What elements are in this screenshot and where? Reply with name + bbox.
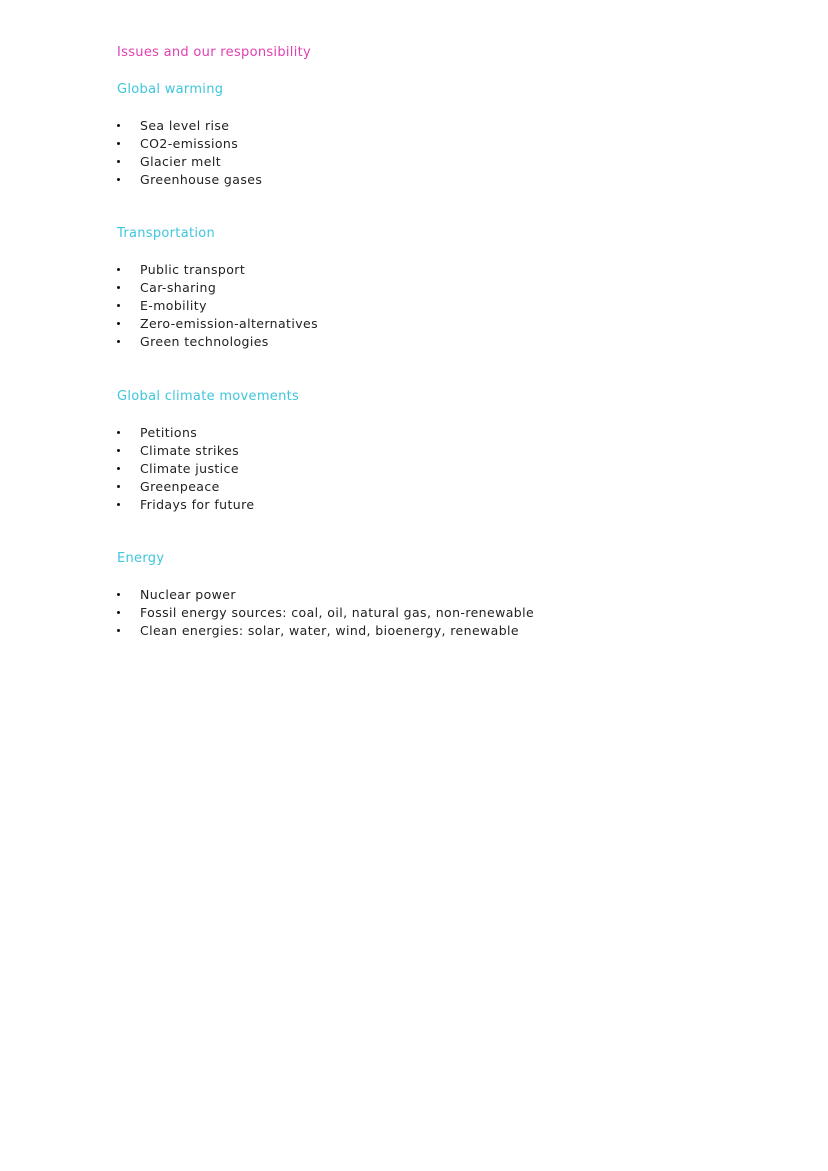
bullet-icon	[117, 503, 120, 506]
list-item-text: Public transport	[140, 262, 246, 277]
list-item	[117, 261, 717, 279]
section-energy	[117, 550, 717, 640]
list-item	[117, 135, 717, 153]
section-heading: Global warming	[117, 82, 224, 97]
bullet-icon	[117, 629, 120, 632]
list-item	[117, 279, 717, 297]
bullet-icon	[117, 340, 120, 343]
bullet-list	[117, 117, 717, 189]
list-item-text: Greenpeace	[140, 479, 220, 494]
bullet-list	[117, 261, 717, 351]
list-item	[117, 153, 717, 171]
list-item	[117, 496, 717, 514]
list-item-text: Climate strikes	[140, 443, 240, 458]
list-item	[117, 297, 717, 315]
bullet-list	[117, 424, 717, 514]
bullet-icon	[117, 485, 120, 488]
bullet-icon	[117, 322, 120, 325]
list-item-text: Climate justice	[140, 461, 239, 476]
list-item	[117, 478, 717, 496]
bullet-icon	[117, 268, 120, 271]
list-item	[117, 586, 717, 604]
section-global-climate-movements	[117, 388, 717, 514]
bullet-list	[117, 586, 717, 640]
bullet-icon	[117, 593, 120, 596]
section-transportation	[117, 225, 717, 351]
list-item-text: E-mobility	[140, 298, 207, 313]
list-item	[117, 604, 717, 622]
section-heading: Global climate movements	[117, 389, 300, 404]
list-item-text: Nuclear power	[140, 587, 236, 602]
list-item-text: Zero-emission-alternatives	[140, 316, 319, 331]
bullet-icon	[117, 178, 120, 181]
list-item-text: Glacier melt	[140, 154, 222, 169]
list-item-text: Fridays for future	[140, 497, 255, 512]
list-item	[117, 622, 717, 640]
list-item-text: Fossil energy sources: coal, oil, natural gas, non-renewable	[140, 605, 535, 620]
bullet-icon	[117, 160, 120, 163]
list-item	[117, 333, 717, 351]
bullet-icon	[117, 304, 120, 307]
list-item	[117, 117, 717, 135]
list-item	[117, 460, 717, 478]
bullet-icon	[117, 611, 120, 614]
list-item-text: Sea level rise	[140, 118, 230, 133]
list-item-text: Petitions	[140, 425, 198, 440]
bullet-icon	[117, 142, 120, 145]
bullet-icon	[117, 286, 120, 289]
document-title: Issues and our responsibility	[117, 45, 312, 60]
list-item-text: CO2-emissions	[140, 136, 239, 151]
list-item	[117, 424, 717, 442]
bullet-icon	[117, 124, 120, 127]
list-item-text: Green technologies	[140, 334, 269, 349]
list-item-text: Car-sharing	[140, 280, 217, 295]
section-global-warming	[117, 81, 717, 189]
bullet-icon	[117, 431, 120, 434]
bullet-icon	[117, 449, 120, 452]
list-item	[117, 442, 717, 460]
list-item	[117, 315, 717, 333]
bullet-icon	[117, 467, 120, 470]
section-heading: Energy	[117, 551, 165, 566]
list-item-text: Greenhouse gases	[140, 172, 263, 187]
list-item-text: Clean energies: solar, water, wind, bioenergy, renewable	[140, 623, 520, 638]
list-item	[117, 171, 717, 189]
section-heading: Transportation	[117, 226, 216, 241]
